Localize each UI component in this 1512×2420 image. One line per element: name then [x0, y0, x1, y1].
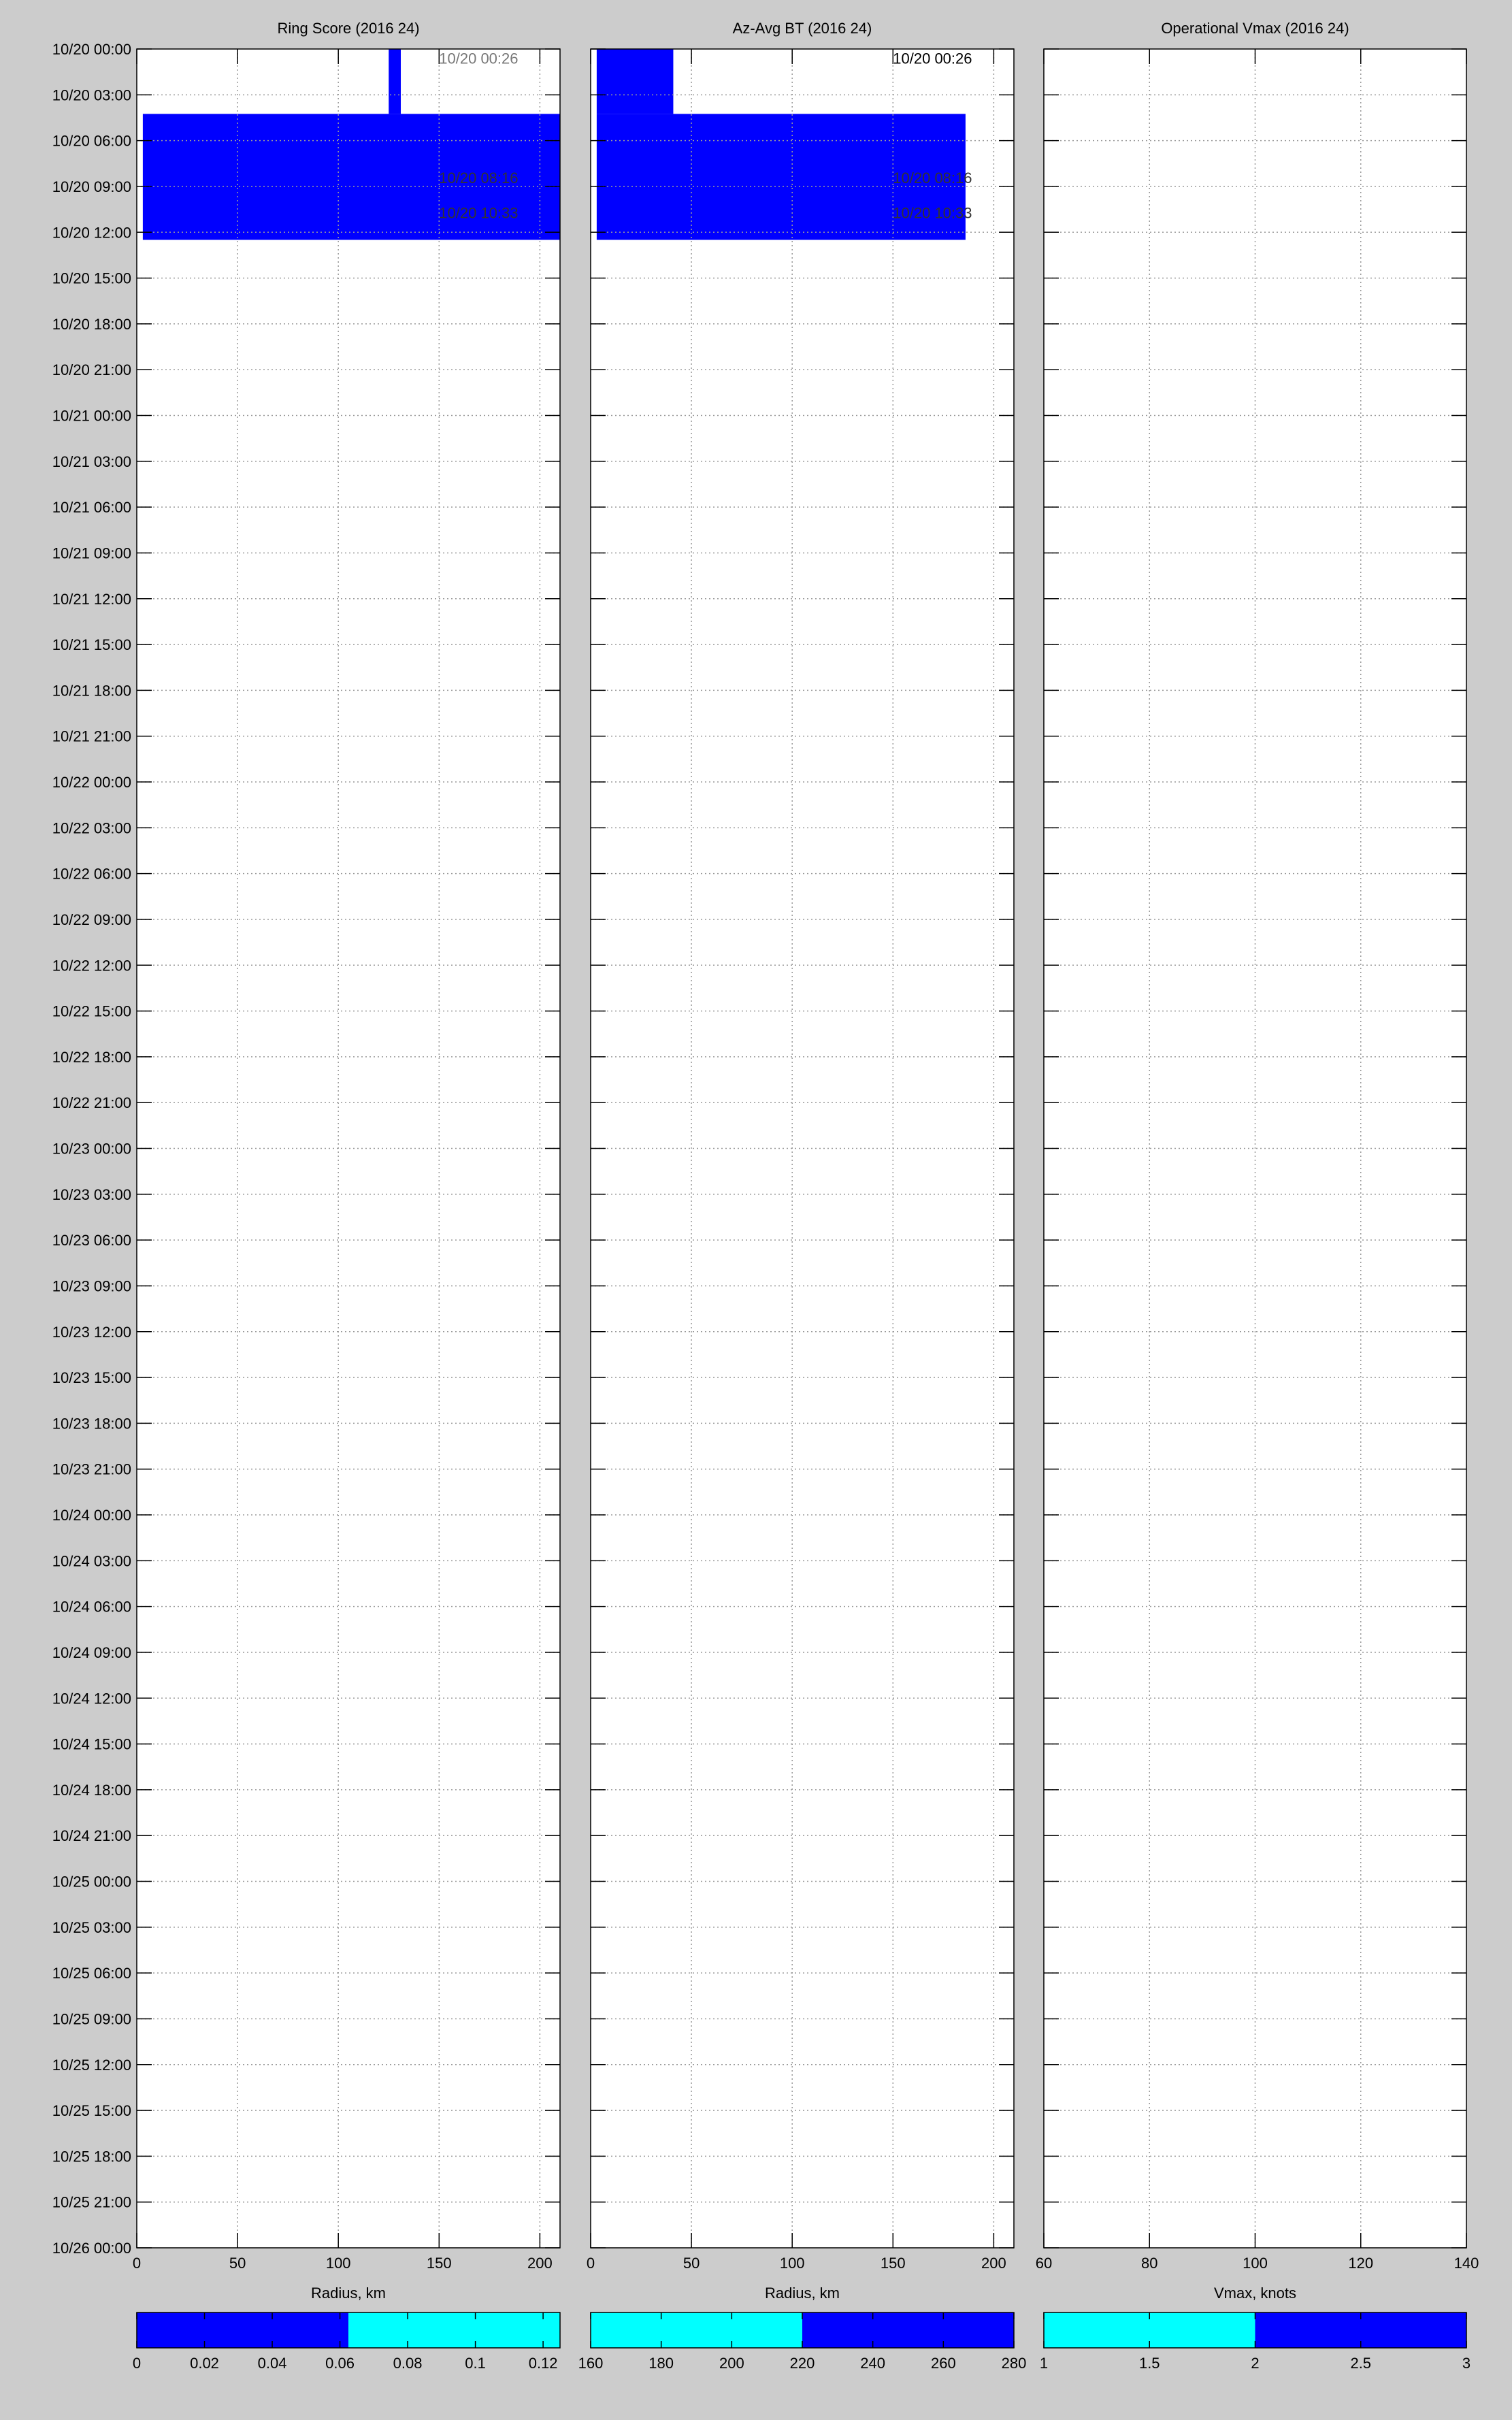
- colorbar-tick-label: 2.5: [1350, 2355, 1372, 2372]
- y-tick-label: 10/25 06:00: [52, 1965, 131, 1982]
- annotation-label: 10/20 10:33: [893, 204, 972, 222]
- y-tick-label: 10/23 12:00: [52, 1323, 131, 1341]
- x-tick-label: 100: [1243, 2255, 1268, 2272]
- y-tick-label: 10/26 00:00: [52, 2240, 131, 2257]
- y-tick-label: 10/21 00:00: [52, 407, 131, 425]
- y-tick-label: 10/24 06:00: [52, 1598, 131, 1616]
- y-tick-label: 10/24 21:00: [52, 1827, 131, 1845]
- y-tick-label: 10/20 15:00: [52, 269, 131, 287]
- colorbar-tick-label: 180: [648, 2355, 674, 2372]
- y-tick-label: 10/23 00:00: [52, 1140, 131, 1158]
- y-tick-label: 10/20 00:00: [52, 41, 131, 58]
- colorbar-tick-label: 2: [1251, 2355, 1260, 2372]
- y-tick-label: 10/22 12:00: [52, 957, 131, 975]
- y-tick-label: 10/24 18:00: [52, 1781, 131, 1799]
- y-tick-label: 10/23 18:00: [52, 1415, 131, 1433]
- colorbar-segment: [348, 2312, 560, 2348]
- y-tick-label: 10/21 09:00: [52, 544, 131, 562]
- colorbar-segment: [802, 2312, 1014, 2348]
- x-tick-label: 200: [981, 2255, 1006, 2272]
- colorbar-tick-label: 0.1: [465, 2355, 486, 2372]
- annotation-label: 10/20 00:26: [439, 50, 519, 67]
- x-axis-label: Radius, km: [764, 2285, 840, 2302]
- x-tick-label: 50: [229, 2255, 246, 2272]
- colorbar-tick-label: 1.5: [1138, 2355, 1160, 2372]
- colorbar-tick-label: 0.12: [528, 2355, 558, 2372]
- colorbar-tick-label: 0.06: [325, 2355, 355, 2372]
- y-tick-label: 10/23 15:00: [52, 1369, 131, 1387]
- colorbar-tick-label: 220: [789, 2355, 815, 2372]
- chart-title: Ring Score (2016 24): [277, 20, 420, 37]
- y-tick-label: 10/22 00:00: [52, 774, 131, 791]
- y-tick-label: 10/20 09:00: [52, 178, 131, 195]
- colorbar-tick-label: 260: [930, 2355, 956, 2372]
- colorbar-tick-label: 200: [719, 2355, 744, 2372]
- colorbar-tick-label: 0.02: [190, 2355, 219, 2372]
- x-tick-label: 100: [779, 2255, 805, 2272]
- colorbar-tick-label: 240: [860, 2355, 886, 2372]
- colorbar-tick-label: 1: [1039, 2355, 1049, 2372]
- x-axis-label: Radius, km: [310, 2285, 387, 2302]
- x-tick-label: 60: [1035, 2255, 1053, 2272]
- x-tick-label: 120: [1348, 2255, 1374, 2272]
- y-tick-label: 10/20 03:00: [52, 86, 131, 104]
- y-tick-label: 10/22 06:00: [52, 865, 131, 883]
- x-tick-label: 0: [132, 2255, 142, 2272]
- y-tick-label: 10/23 21:00: [52, 1460, 131, 1478]
- colorbar-tick-label: 160: [578, 2355, 604, 2372]
- x-tick-label: 100: [325, 2255, 351, 2272]
- y-tick-label: 10/21 03:00: [52, 453, 131, 470]
- y-tick-label: 10/20 06:00: [52, 132, 131, 150]
- y-tick-label: 10/25 21:00: [52, 2193, 131, 2211]
- x-tick-label: 50: [683, 2255, 700, 2272]
- chart-title: Az-Avg BT (2016 24): [732, 20, 872, 37]
- colorbar-tick-label: 0: [132, 2355, 142, 2372]
- panel-operational-vmax: [1036, 20, 1479, 2372]
- panel-ring-score: [52, 20, 560, 2372]
- y-tick-label: 10/22 18:00: [52, 1048, 131, 1066]
- y-tick-label: 10/25 18:00: [52, 2148, 131, 2165]
- y-tick-label: 10/25 00:00: [52, 1873, 131, 1891]
- y-tick-label: 10/24 09:00: [52, 1644, 131, 1661]
- colorbar-tick-label: 3: [1462, 2355, 1471, 2372]
- y-tick-label: 10/24 00:00: [52, 1507, 131, 1524]
- y-tick-label: 10/25 15:00: [52, 2102, 131, 2120]
- annotation-label: 10/20 10:33: [439, 204, 519, 222]
- colorbar-label: Vmax, knots: [1213, 2285, 1297, 2302]
- y-tick-label: 10/25 03:00: [52, 1918, 131, 1936]
- y-tick-label: 10/20 18:00: [52, 315, 131, 333]
- y-tick-label: 10/20 12:00: [52, 224, 131, 242]
- y-tick-label: 10/24 12:00: [52, 1690, 131, 1707]
- colorbar-tick-label: 0.04: [257, 2355, 287, 2372]
- x-tick-label: 150: [880, 2255, 906, 2272]
- y-tick-label: 10/23 09:00: [52, 1277, 131, 1295]
- annotation-label: 10/20 08:16: [893, 169, 972, 187]
- y-tick-label: 10/21 06:00: [52, 499, 131, 517]
- x-tick-label: 80: [1141, 2255, 1158, 2272]
- y-tick-label: 10/25 12:00: [52, 2056, 131, 2074]
- y-tick-label: 10/23 03:00: [52, 1186, 131, 1203]
- colorbar-segment: [591, 2312, 802, 2348]
- y-tick-label: 10/21 15:00: [52, 636, 131, 654]
- panel-az-avg-bt: [578, 20, 1027, 2372]
- y-tick-label: 10/25 09:00: [52, 2010, 131, 2028]
- x-tick-label: 0: [586, 2255, 595, 2272]
- y-tick-label: 10/24 03:00: [52, 1552, 131, 1570]
- x-tick-label: 200: [527, 2255, 553, 2272]
- y-tick-label: 10/22 15:00: [52, 1002, 131, 1020]
- y-tick-label: 10/20 21:00: [52, 361, 131, 379]
- y-tick-label: 10/22 03:00: [52, 819, 131, 837]
- y-tick-label: 10/24 15:00: [52, 1735, 131, 1753]
- y-tick-label: 10/22 21:00: [52, 1094, 131, 1112]
- y-tick-label: 10/23 06:00: [52, 1232, 131, 1249]
- y-tick-label: 10/21 21:00: [52, 727, 131, 745]
- colorbar-tick-label: 0.08: [393, 2355, 423, 2372]
- annotation-label: 10/20 08:16: [439, 169, 519, 187]
- annotation-label: 10/20 00:26: [893, 50, 972, 67]
- colorbar-segment: [137, 2312, 348, 2348]
- data-cell: [597, 49, 674, 114]
- y-tick-label: 10/21 12:00: [52, 590, 131, 608]
- x-tick-label: 150: [426, 2255, 452, 2272]
- data-cell: [389, 49, 401, 114]
- colorbar-tick-label: 280: [1001, 2355, 1027, 2372]
- chart-title: Operational Vmax (2016 24): [1161, 20, 1349, 37]
- x-tick-label: 140: [1453, 2255, 1479, 2272]
- y-tick-label: 10/21 18:00: [52, 682, 131, 700]
- y-tick-label: 10/22 09:00: [52, 911, 131, 928]
